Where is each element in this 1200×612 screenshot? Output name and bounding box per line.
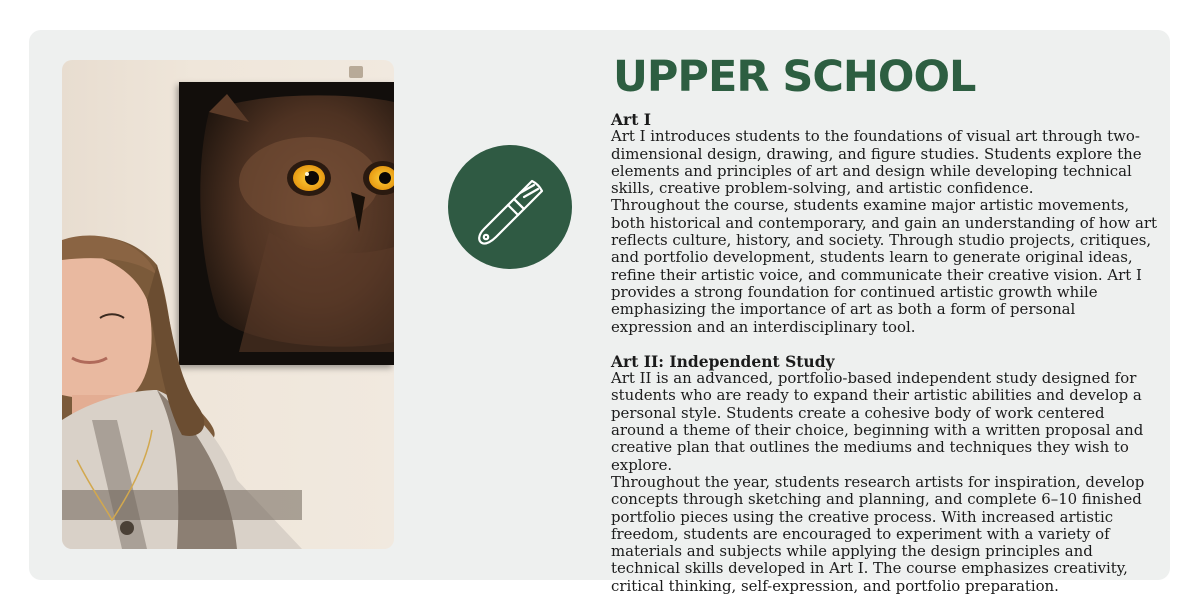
paintbrush-icon (448, 145, 572, 269)
course-art-2 (611, 353, 1159, 595)
page-title: UPPER SCHOOL (613, 52, 976, 102)
paintbrush-icon-badge (448, 145, 572, 269)
course-title: Art I (611, 110, 651, 129)
course-descriptions (611, 111, 1159, 612)
course-title: Art II: Independent Study (611, 351, 835, 371)
course-paragraph: Art I introduces students to the foundations of visual art through two-dimensional design, drawing, and figure studies. Students explore the elements and principles of art and design while developing technical skills, creative problem-solving, and artistic confidence. (611, 127, 1142, 198)
course-art-1 (611, 111, 1159, 336)
course-paragraph: Throughout the year, students research artists for inspiration, develop concepts through sketching and planning, and complete 6–10 finished portfolio pieces using the creative process. With increased artistic freedom, students are encouraged to experiment with a variety of materials and subjects while applying the design principles and technical skills developed in Art I. The course emphasizes creativity, critical thinking, self-expression, and portfolio preparation. (611, 472, 1145, 595)
student-figure (62, 60, 394, 549)
course-paragraph: Throughout the course, students examine major artistic movements, both historical and contemporary, and gain an understanding of how art reflects culture, history, and society. Through studio projects, critiques, and portfolio development, students learn to generate original ideas, refine their artistic voice, and communicate their creative vision. Art I provides a strong foundation for continued artistic growth while emphasizing the importance of art as both a form of personal expression and an interdisciplinary tool. (611, 196, 1157, 336)
course-paragraph: Art II is an advanced, portfolio-based independent study designed for students who are ready to expand their artistic abilities and develop a personal style. Students create a cohesive body of work centered around a theme of their choice, beginning with a written proposal and creative plan that outlines the mediums and techniques they wish to explore. (611, 369, 1144, 474)
student-photo (62, 60, 394, 549)
